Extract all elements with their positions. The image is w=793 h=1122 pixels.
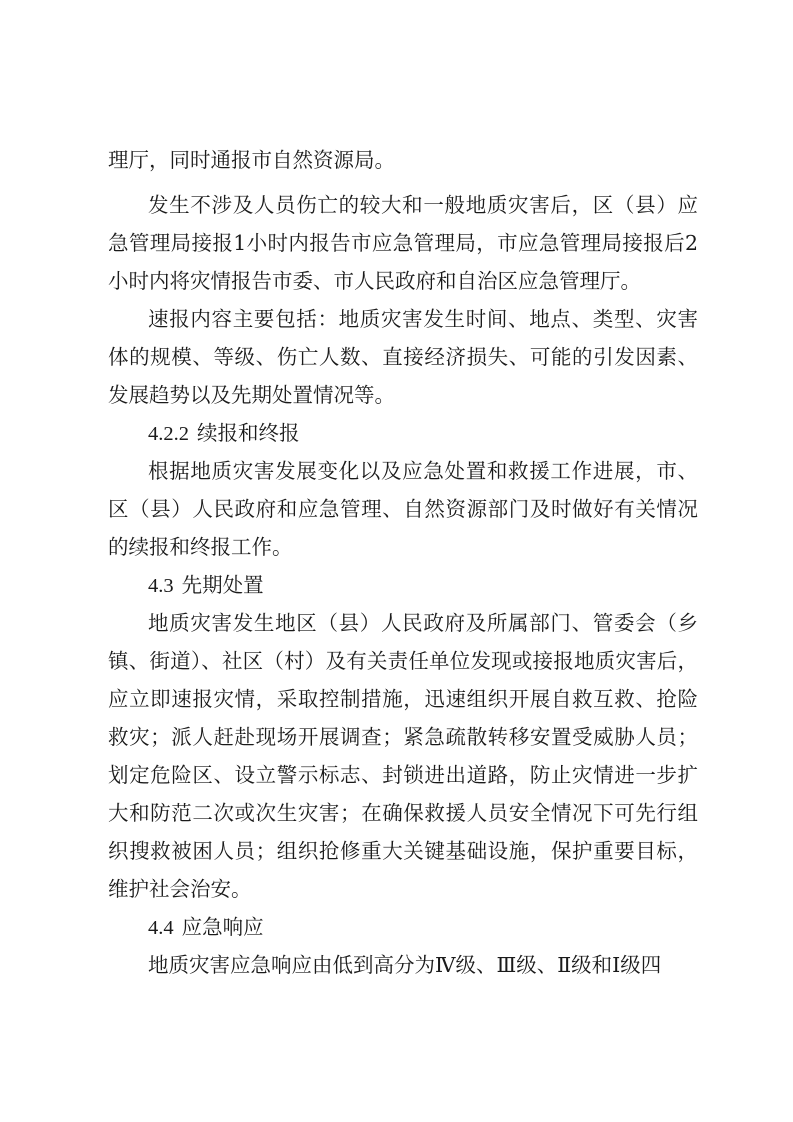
paragraph-line: 体的规模、等级、伤亡人数、直接经济损失、可能的引发因素、 — [108, 345, 698, 369]
section-heading — [148, 910, 264, 944]
paragraph-line: 的续报和终报工作。 — [108, 535, 293, 559]
paragraph-line: 急管理局接报1小时内报告市应急管理局，市应急管理局接报后2 — [108, 231, 698, 255]
section-title: 续报和终报 — [197, 421, 300, 445]
paragraph-line: 救灾；派人赶赴现场开展调查；紧急疏散转移安置受威胁人员； — [108, 725, 698, 749]
paragraph-line: 大和防范二次或次生灾害；在确保救援人员安全情况下可先行组 — [108, 801, 698, 825]
section-heading — [148, 416, 300, 450]
paragraph-line: 划定危险区、设立警示标志、封锁进出道路，防止灾情进一步扩 — [108, 763, 698, 787]
paragraph-line: 地质灾害发生地区（县）人民政府及所属部门、管委会（乡 — [148, 611, 698, 635]
paragraph-line: 根据地质灾害发展变化以及应急处置和救援工作进展，市、 — [148, 459, 698, 483]
section-number: 4.2.2 — [148, 423, 189, 445]
paragraph-line: 理厅，同时通报市自然资源局。 — [108, 148, 395, 172]
paragraph-line: 区（县）人民政府和应急管理、自然资源部门及时做好有关情况 — [108, 497, 698, 521]
section-number: 4.4 — [148, 917, 174, 939]
paragraph-line: 镇、街道）、社区（村）及有关责任单位发现或接报地质灾害后， — [108, 649, 698, 673]
paragraph-line: 应立即速报灾情，采取控制措施，迅速组织开展自救互救、抢险 — [108, 687, 698, 711]
paragraph-line: 织搜救被困人员；组织抢修重大关键基础设施，保护重要目标， — [108, 839, 698, 863]
section-number: 4.3 — [148, 575, 174, 597]
paragraph-line: 小时内将灾情报告市委、市人民政府和自治区应急管理厅。 — [108, 269, 641, 293]
section-title: 先期处置 — [181, 573, 264, 597]
paragraph-line: 发展趋势以及先期处置情况等。 — [108, 383, 395, 407]
paragraph-line: 地质灾害应急响应由低到高分为Ⅳ级、Ⅲ级、Ⅱ级和Ⅰ级四 — [148, 953, 662, 977]
paragraph-line: 速报内容主要包括：地质灾害发生时间、地点、类型、灾害 — [148, 307, 698, 331]
section-heading — [148, 568, 264, 602]
section-title: 应急响应 — [181, 915, 264, 939]
paragraph-line: 发生不涉及人员伤亡的较大和一般地质灾害后，区（县）应 — [148, 193, 698, 217]
paragraph-line: 维护社会治安。 — [108, 877, 252, 901]
